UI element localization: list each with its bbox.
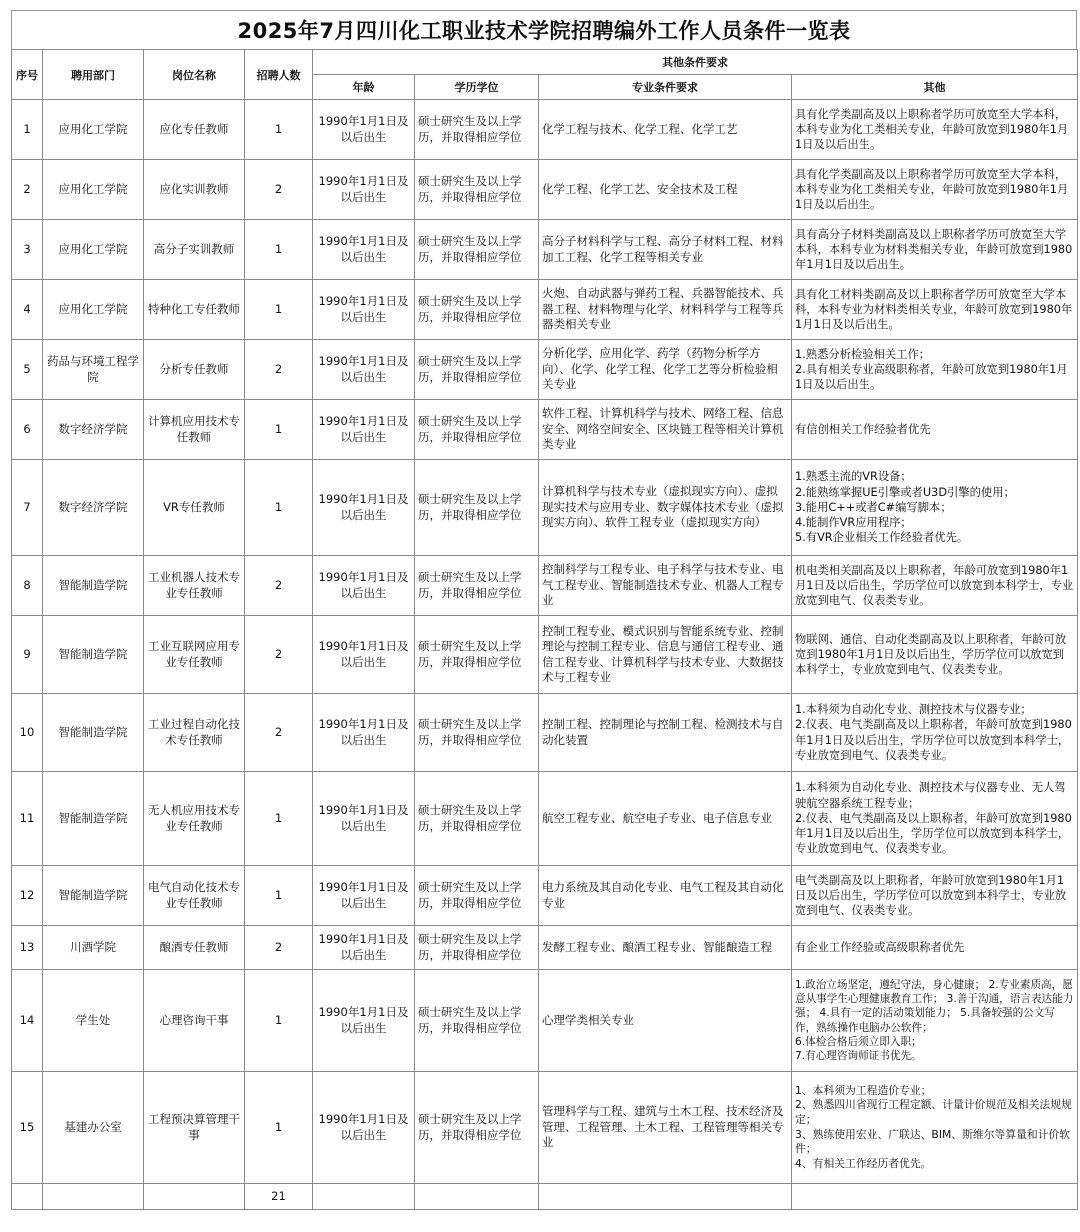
table-row (12, 970, 1078, 1072)
major-cell: 电力系统及其自动化专业、电气工程及其自动化专业 (539, 866, 792, 926)
age-cell: 1990年1月1日及以后出生 (313, 556, 415, 616)
edu-cell: 硕士研究生及以上学历，并取得相应学位 (415, 556, 539, 616)
seq-cell: 15 (12, 1072, 43, 1184)
other-cell: 1.本科须为自动化专业、测控技术与仪器专业、无人驾驶航空器系统工程专业； 2.仪表、电气类副高及以上职称者，年龄可放宽到1980年1月1日及以后出生，学历学位可以放宽到本科学士，专业放宽到电气、仪表类专业。 (792, 772, 1078, 866)
post-cell: 高分子实训教师 (144, 220, 245, 280)
dept-cell: 应用化工学院 (43, 280, 144, 340)
major-cell: 高分子材料科学与工程、高分子材料工程、材料加工工程、化学工程等相关专业 (539, 220, 792, 280)
count-cell: 1 (245, 400, 313, 460)
count-cell: 2 (245, 160, 313, 220)
other-cell: 具有化工材料类副高及以上职称者学历可放宽至大学本科，本科专业为材料类相关专业，年龄可放宽到1980年1月1日及以后出生。 (792, 280, 1078, 340)
dept-cell: 川酒学院 (43, 926, 144, 970)
major-cell: 航空工程专业、航空电子专业、电子信息专业 (539, 772, 792, 866)
post-cell: 工程预决算管理干事 (144, 1072, 245, 1184)
seq-cell: 10 (12, 694, 43, 772)
major-cell: 控制工程、控制理论与控制工程、检测技术与自动化装置 (539, 694, 792, 772)
table-row (12, 460, 1078, 556)
major-cell: 控制工程专业、模式识别与智能系统专业、控制理论与控制工程专业、信息与通信工程专业、通信工程专业、计算机科学与技术专业、大数据技术与工程专业 (539, 616, 792, 694)
post-cell: 特种化工专任教师 (144, 280, 245, 340)
other-cell: 1、本科须为工程造价专业； 2、熟悉四川省现行工程定额、计量计价规范及相关法规规定； 3、熟练使用宏业、广联达、BIM、斯维尔等算量和计价软件； 4、有相关工作经历者优先。 (792, 1072, 1078, 1184)
header-post: 岗位名称 (144, 50, 245, 100)
dept-cell: 药品与环境工程学院 (43, 340, 144, 400)
dept-cell: 智能制造学院 (43, 556, 144, 616)
other-cell: 1.熟悉分析检验相关工作； 2.具有相关专业高级职称者，年龄可放宽到1980年1月1日及以后出生。 (792, 340, 1078, 400)
edu-cell: 硕士研究生及以上学历，并取得相应学位 (415, 100, 539, 160)
edu-cell: 硕士研究生及以上学历，并取得相应学位 (415, 280, 539, 340)
edu-cell: 硕士研究生及以上学历，并取得相应学位 (415, 926, 539, 970)
header-seq: 序号 (12, 50, 43, 100)
table-row (12, 280, 1078, 340)
post-cell: 酿酒专任教师 (144, 926, 245, 970)
post-cell: 工业机器人技术专业专任教师 (144, 556, 245, 616)
count-cell: 2 (245, 340, 313, 400)
header-dept: 聘用部门 (43, 50, 144, 100)
age-cell: 1990年1月1日及以后出生 (313, 970, 415, 1072)
dept-cell: 应用化工学院 (43, 100, 144, 160)
other-cell: 物联网、通信、自动化类副高及以上职称者，年龄可放宽到1980年1月1日及以后出生，学历学位可以放宽到本科学士，专业放宽到电气、仪表类专业。 (792, 616, 1078, 694)
header-major: 专业条件要求 (539, 75, 792, 100)
table-row (12, 1072, 1078, 1184)
age-cell: 1990年1月1日及以后出生 (313, 1072, 415, 1184)
seq-cell: 9 (12, 616, 43, 694)
table-row (12, 556, 1078, 616)
seq-cell: 11 (12, 772, 43, 866)
major-cell: 控制科学与工程专业、电子科学与技术专业、电气工程专业、智能制造技术专业、机器人工程专业 (539, 556, 792, 616)
age-cell: 1990年1月1日及以后出生 (313, 616, 415, 694)
post-cell: 应化专任教师 (144, 100, 245, 160)
count-cell: 1 (245, 460, 313, 556)
post-cell: 应化实训教师 (144, 160, 245, 220)
major-cell: 分析化学、应用化学、药学（药物分析学方向）、化学、化学工程、化学工艺等分析检验相关专业 (539, 340, 792, 400)
table-row (12, 220, 1078, 280)
age-cell: 1990年1月1日及以后出生 (313, 100, 415, 160)
table-row (12, 926, 1078, 970)
count-cell: 2 (245, 616, 313, 694)
edu-cell: 硕士研究生及以上学历，并取得相应学位 (415, 220, 539, 280)
table-row (12, 400, 1078, 460)
total-blank-cell (792, 1184, 1078, 1210)
age-cell: 1990年1月1日及以后出生 (313, 926, 415, 970)
table-row (12, 160, 1078, 220)
major-cell: 软件工程、计算机科学与技术、网络工程、信息安全、网络空间安全、区块链工程等相关计算机类专业 (539, 400, 792, 460)
edu-cell: 硕士研究生及以上学历，并取得相应学位 (415, 400, 539, 460)
total-blank-cell (144, 1184, 245, 1210)
age-cell: 1990年1月1日及以后出生 (313, 160, 415, 220)
seq-cell: 7 (12, 460, 43, 556)
total-blank-cell (43, 1184, 144, 1210)
header-row-1 (12, 50, 1078, 75)
major-cell: 计算机科学与技术专业（虚拟现实方向）、虚拟现实技术与应用专业、数字媒体技术专业（虚拟现实方向）、软件工程专业（虚拟现实方向） (539, 460, 792, 556)
seq-cell: 12 (12, 866, 43, 926)
age-cell: 1990年1月1日及以后出生 (313, 772, 415, 866)
total-blank-cell (415, 1184, 539, 1210)
post-cell: 电气自动化技术专业专任教师 (144, 866, 245, 926)
other-cell: 1.本科须为自动化专业、测控技术与仪器专业； 2.仪表、电气类副高及以上职称者，年龄可放宽到1980年1月1日及以后出生，学历学位可以放宽到本科学士，专业放宽到电气、仪表类专业。 (792, 694, 1078, 772)
major-cell: 化学工程与技术、化学工程、化学工艺 (539, 100, 792, 160)
age-cell: 1990年1月1日及以后出生 (313, 340, 415, 400)
page-title: 2025年7月四川化工职业技术学院招聘编外工作人员条件一览表 (11, 10, 1077, 49)
seq-cell: 5 (12, 340, 43, 400)
other-cell: 具有化学类副高及以上职称者学历可放宽至大学本科，本科专业为化工类相关专业，年龄可放宽到1980年1月1日及以后出生。 (792, 100, 1078, 160)
header-count: 招聘人数 (245, 50, 313, 100)
post-cell: 无人机应用技术专业专任教师 (144, 772, 245, 866)
age-cell: 1990年1月1日及以后出生 (313, 400, 415, 460)
edu-cell: 硕士研究生及以上学历，并取得相应学位 (415, 460, 539, 556)
dept-cell: 学生处 (43, 970, 144, 1072)
post-cell: 工业互联网应用专业专任教师 (144, 616, 245, 694)
count-cell: 1 (245, 772, 313, 866)
table-row (12, 772, 1078, 866)
major-cell: 火炮、自动武器与弹药工程、兵器智能技术、兵器工程、材料物理与化学、材料科学与工程等兵器类相关专业 (539, 280, 792, 340)
dept-cell: 应用化工学院 (43, 220, 144, 280)
dept-cell: 数字经济学院 (43, 400, 144, 460)
post-cell: 分析专任教师 (144, 340, 245, 400)
seq-cell: 8 (12, 556, 43, 616)
other-cell: 有信创相关工作经验者优先 (792, 400, 1078, 460)
seq-cell: 4 (12, 280, 43, 340)
count-cell: 2 (245, 926, 313, 970)
count-cell: 1 (245, 100, 313, 160)
total-blank-cell (313, 1184, 415, 1210)
other-cell: 机电类相关副高及以上职称者，年龄可放宽到1980年1月1日及以后出生，学历学位可以放宽到本科学士，专业放宽到电气、仪表类专业。 (792, 556, 1078, 616)
other-cell: 具有化学类副高及以上职称者学历可放宽至大学本科，本科专业为化工类相关专业，年龄可放宽到1980年1月1日及以后出生。 (792, 160, 1078, 220)
table-row (12, 340, 1078, 400)
count-cell: 1 (245, 970, 313, 1072)
major-cell: 心理学类相关专业 (539, 970, 792, 1072)
dept-cell: 数字经济学院 (43, 460, 144, 556)
count-cell: 2 (245, 694, 313, 772)
seq-cell: 13 (12, 926, 43, 970)
edu-cell: 硕士研究生及以上学历，并取得相应学位 (415, 866, 539, 926)
edu-cell: 硕士研究生及以上学历，并取得相应学位 (415, 1072, 539, 1184)
total-blank-cell (539, 1184, 792, 1210)
count-cell: 1 (245, 1072, 313, 1184)
major-cell: 管理科学与工程、建筑与土木工程、技术经济及管理、工程管理、土木工程、工程管理等相关专业 (539, 1072, 792, 1184)
age-cell: 1990年1月1日及以后出生 (313, 220, 415, 280)
seq-cell: 2 (12, 160, 43, 220)
total-count-cell: 21 (245, 1184, 313, 1210)
seq-cell: 14 (12, 970, 43, 1072)
edu-cell: 硕士研究生及以上学历，并取得相应学位 (415, 970, 539, 1072)
edu-cell: 硕士研究生及以上学历，并取得相应学位 (415, 160, 539, 220)
post-cell: 心理咨询干事 (144, 970, 245, 1072)
age-cell: 1990年1月1日及以后出生 (313, 694, 415, 772)
seq-cell: 1 (12, 100, 43, 160)
dept-cell: 应用化工学院 (43, 160, 144, 220)
header-other: 其他 (792, 75, 1078, 100)
seq-cell: 3 (12, 220, 43, 280)
age-cell: 1990年1月1日及以后出生 (313, 280, 415, 340)
table-row (12, 100, 1078, 160)
other-cell: 电气类副高及以上职称者，年龄可放宽到1980年1月1日及以后出生，学历学位可以放宽到本科学士，专业放宽到电气、仪表类专业。 (792, 866, 1078, 926)
edu-cell: 硕士研究生及以上学历，并取得相应学位 (415, 616, 539, 694)
other-cell: 1.熟悉主流的VR设备； 2.能熟练掌握UE引擎或者U3D引擎的使用； 3.能用C++或者C#编写脚本； 4.能制作VR应用程序； 5.有VR企业相关工作经验者优先。 (792, 460, 1078, 556)
seq-cell: 6 (12, 400, 43, 460)
post-cell: VR专任教师 (144, 460, 245, 556)
recruitment-sheet (11, 10, 1077, 1210)
major-cell: 化学工程、化学工艺、安全技术及工程 (539, 160, 792, 220)
other-cell: 1.政治立场坚定，遵纪守法，身心健康； 2.专业素质高，愿意从事学生心理健康教育工作； 3.善于沟通，语言表达能力强； 4.具有一定的活动策划能力； 5.具备较强的公文写作，熟练操作电脑办公软件； 6.体检合格后须立即入职； 7.有心理咨询师证书优先。 (792, 970, 1078, 1072)
total-row (12, 1184, 1078, 1210)
count-cell: 2 (245, 556, 313, 616)
table-row (12, 866, 1078, 926)
total-blank-cell (12, 1184, 43, 1210)
dept-cell: 基建办公室 (43, 1072, 144, 1184)
post-cell: 计算机应用技术专任教师 (144, 400, 245, 460)
header-other-group: 其他条件要求 (313, 50, 1078, 75)
dept-cell: 智能制造学院 (43, 866, 144, 926)
header-age: 年龄 (313, 75, 415, 100)
count-cell: 1 (245, 866, 313, 926)
other-cell: 有企业工作经验或高级职称者优先 (792, 926, 1078, 970)
edu-cell: 硕士研究生及以上学历，并取得相应学位 (415, 694, 539, 772)
post-cell: 工业过程自动化技术专任教师 (144, 694, 245, 772)
age-cell: 1990年1月1日及以后出生 (313, 460, 415, 556)
dept-cell: 智能制造学院 (43, 616, 144, 694)
recruitment-table (11, 49, 1078, 1210)
age-cell: 1990年1月1日及以后出生 (313, 866, 415, 926)
table-row (12, 616, 1078, 694)
edu-cell: 硕士研究生及以上学历，并取得相应学位 (415, 340, 539, 400)
major-cell: 发酵工程专业、酿酒工程专业、智能酿造工程 (539, 926, 792, 970)
edu-cell: 硕士研究生及以上学历，并取得相应学位 (415, 772, 539, 866)
table-row (12, 694, 1078, 772)
header-edu: 学历学位 (415, 75, 539, 100)
other-cell: 具有高分子材料类副高及以上职称者学历可放宽至大学本科，本科专业为材料类相关专业，年龄可放宽到1980年1月1日及以后出生。 (792, 220, 1078, 280)
dept-cell: 智能制造学院 (43, 694, 144, 772)
count-cell: 1 (245, 280, 313, 340)
count-cell: 1 (245, 220, 313, 280)
dept-cell: 智能制造学院 (43, 772, 144, 866)
